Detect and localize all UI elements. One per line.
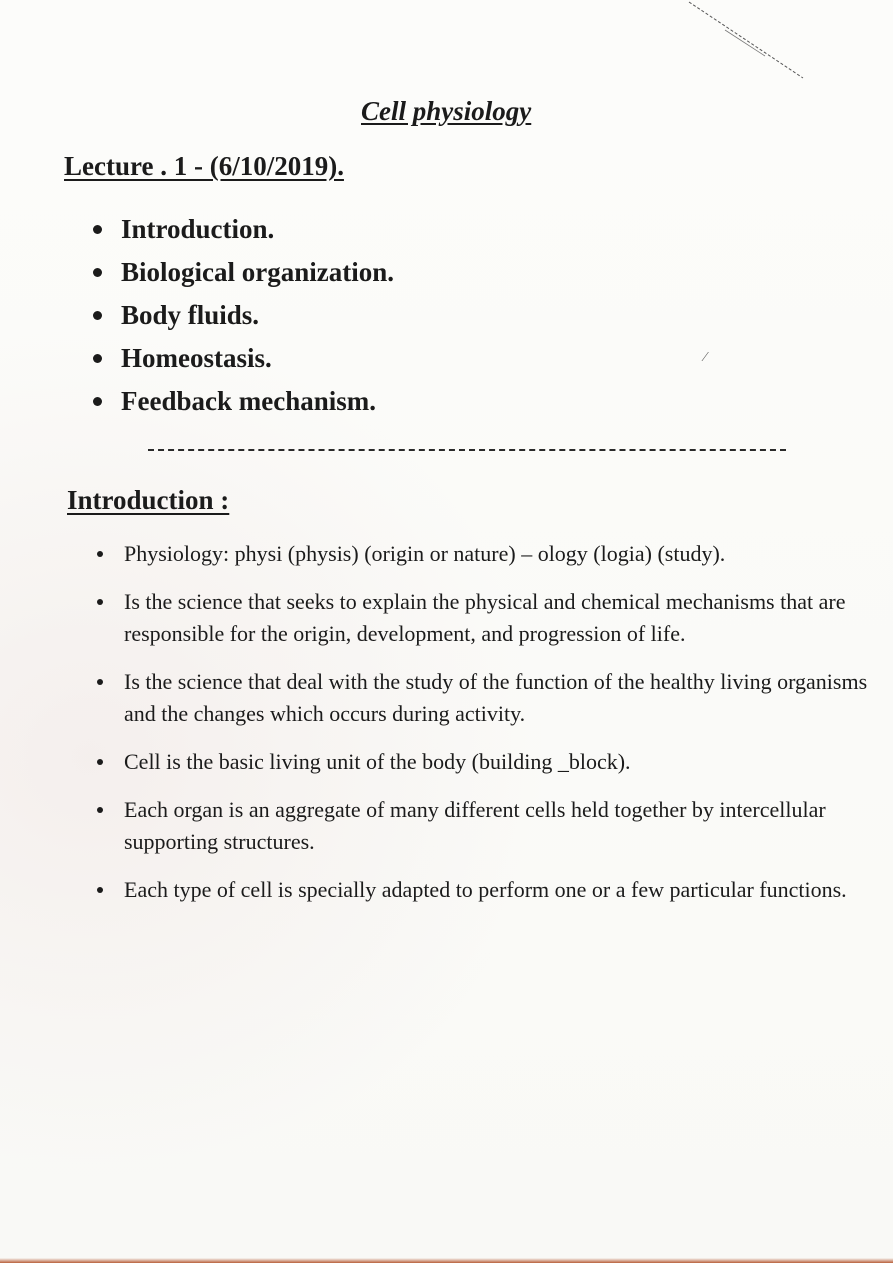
bullet-icon bbox=[93, 268, 102, 277]
point-text: Cell is the basic living unit of the body (building _block). bbox=[124, 749, 631, 774]
list-item bbox=[96, 746, 876, 778]
topic-item bbox=[90, 337, 394, 380]
list-item bbox=[96, 794, 876, 858]
point-text: Is the science that deal with the study of the function of the healthy living organisms and the changes which occurs during activity. bbox=[124, 669, 868, 726]
point-text: Physiology: physi (physis) (origin or nature) – ology (logia) (study). bbox=[124, 541, 726, 566]
topic-label: Feedback mechanism. bbox=[121, 386, 376, 416]
topic-list bbox=[90, 208, 394, 423]
topic-label: Introduction. bbox=[121, 214, 275, 244]
page-bottom-edge bbox=[0, 1258, 893, 1263]
lecture-heading: Lecture . 1 - (6/10/2019). bbox=[64, 151, 344, 181]
bullet-icon bbox=[93, 311, 102, 320]
section-divider bbox=[148, 449, 786, 451]
topic-label: Biological organization. bbox=[121, 257, 394, 287]
topic-item bbox=[90, 380, 394, 423]
list-item bbox=[96, 586, 876, 650]
topic-label: Body fluids. bbox=[121, 300, 260, 330]
list-item bbox=[96, 538, 876, 570]
document-title: Cell physiology bbox=[361, 96, 532, 126]
list-item bbox=[96, 666, 876, 730]
introduction-points bbox=[96, 538, 876, 922]
topic-item bbox=[90, 294, 394, 337]
topic-item bbox=[90, 208, 394, 251]
point-text: Is the science that seeks to explain the physical and chemical mechanisms that are responsible for the origin, development, and progression of life. bbox=[124, 589, 846, 646]
ink-speck: ⁄ bbox=[704, 350, 707, 365]
bullet-icon bbox=[97, 679, 103, 685]
bullet-icon bbox=[93, 354, 102, 363]
bullet-icon bbox=[97, 807, 103, 813]
point-text: Each organ is an aggregate of many different cells held together by intercellular supporting structures. bbox=[124, 797, 826, 854]
point-text: Each type of cell is specially adapted to perform one or a few particular functions. bbox=[124, 877, 847, 902]
bullet-icon bbox=[97, 599, 103, 605]
topic-item bbox=[90, 251, 394, 294]
bullet-icon bbox=[93, 225, 102, 234]
topic-label: Homeostasis. bbox=[121, 343, 272, 373]
page-corner-fold bbox=[685, 0, 805, 80]
bullet-icon bbox=[97, 759, 103, 765]
introduction-heading: Introduction : bbox=[67, 485, 230, 515]
bullet-icon bbox=[97, 551, 103, 557]
list-item bbox=[96, 874, 876, 906]
bullet-icon bbox=[93, 397, 102, 406]
bullet-icon bbox=[97, 887, 103, 893]
